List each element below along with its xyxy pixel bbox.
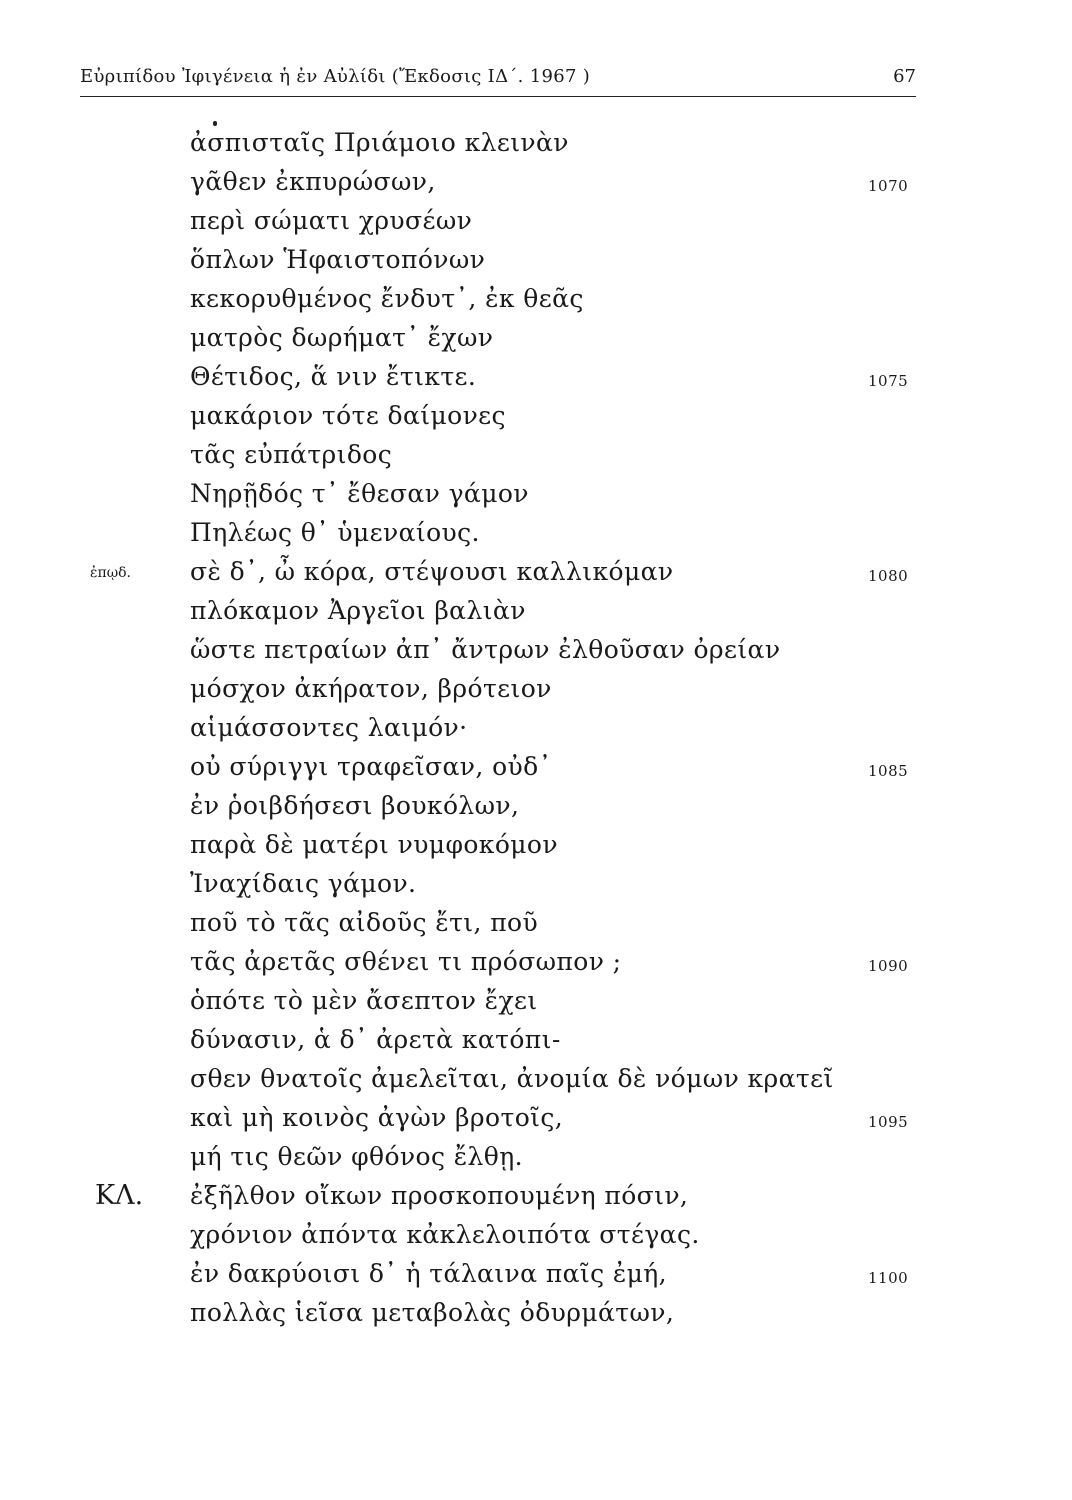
verse-line: πλόκαμον Ἀργεῖοι βαλιὰν (190, 596, 526, 625)
verse-line: ἀσπισταῖς Πριάμοιο κλεινὰν (190, 128, 569, 157)
line-number: 1075 (868, 372, 909, 390)
verse-line: μή τις θεῶν φθόνος ἔλθῃ. (190, 1142, 523, 1171)
verse-line: ὥστε πετραίων ἀπ᾽ ἄντρων ἐλθοῦσαν ὀρείαν (190, 635, 781, 664)
verse-line: ἐξῆλθον οἴκων προσκοπουμένη πόσιν, (190, 1181, 689, 1210)
verse-line: ποῦ τὸ τᾶς αἰδοῦς ἔτι, ποῦ (190, 908, 539, 937)
line-number: 1100 (868, 1269, 909, 1287)
line-number: 1090 (868, 957, 909, 975)
verse-line: παρὰ δὲ ματέρι νυμφοκόμον (190, 830, 558, 859)
verse-line: Πηλέως θ᾽ ὑμεναίους. (190, 518, 480, 547)
page-number: 67 (893, 66, 916, 87)
verse-line: ἐν δακρύοισι δ᾽ ἡ τάλαινα παῖς ἐμή, (190, 1259, 668, 1288)
section-label: ἐπῳδ. (90, 565, 132, 581)
verse-line: καὶ μὴ κοινὸς ἀγὼν βροτοῖς, (190, 1103, 564, 1132)
speaker-label: ΚΛ. (95, 1180, 144, 1211)
verse-line: σὲ δ᾽, ὦ κόρα, στέψουσι καλλικόμαν (190, 557, 674, 586)
verse-line: ὅπλων Ἡφαιστοπόνων (190, 245, 486, 274)
verse-line: γᾶθεν ἐκπυρώσων, (190, 167, 436, 196)
verse-line: οὐ σύριγγι τραφεῖσαν, οὐδ᾽ (190, 752, 552, 781)
verse-line: δύνασιν, ἁ δ᾽ ἀρετὰ κατόπι- (190, 1025, 561, 1054)
verse-line: μόσχον ἀκήρατον, βρότειον (190, 674, 552, 703)
verse-line: κεκορυθμένος ἔνδυτ᾽, ἐκ θεᾶς (190, 284, 584, 313)
verse-line: τᾶς εὐπάτριδος (190, 440, 393, 469)
verse-line: Ἰναχίδαις γάμον. (190, 869, 417, 898)
line-number: 1080 (868, 567, 909, 585)
verse-line: ὁπότε τὸ μὲν ἄσεπτον ἔχει (190, 986, 538, 1015)
running-header-title: Εὐριπίδου Ἰφιγένεια ἡ ἐν Αὐλίδι (Ἔκδοσις ΙΔ΄. 1967 ) (80, 66, 591, 87)
line-number: 1085 (868, 762, 909, 780)
verse-line: περὶ σώματι χρυσέων (190, 206, 473, 235)
verse-line: ἐν ῥοιβδήσεσι βουκόλων, (190, 791, 520, 820)
verse-line: ματρὸς δωρήματ᾽ ἔχων (190, 323, 494, 352)
verse-line: αἱμάσσοντες λαιμόν· (190, 713, 468, 742)
line-number: 1070 (868, 177, 909, 195)
verse-line: σθεν θνατοῖς ἀμελεῖται, ἀνομία δὲ νόμων κρατεῖ (190, 1064, 834, 1093)
verse-line: χρόνιον ἀπόντα κἀκλελοιπότα στέγας. (190, 1220, 700, 1249)
verse-line: τᾶς ἀρετᾶς σθένει τι πρόσωπον ; (190, 947, 622, 976)
verse-line: μακάριον τότε δαίμονες (190, 401, 506, 430)
verse-line: Θέτιδος, ἅ νιν ἔτικτε. (190, 362, 477, 391)
line-number: 1095 (868, 1113, 909, 1131)
verse-line: Νηρῇδός τ᾽ ἔθεσαν γάμον (190, 479, 529, 508)
verse-line: πολλὰς ἱεῖσα μεταβολὰς ὀδυρμάτων, (190, 1298, 675, 1327)
